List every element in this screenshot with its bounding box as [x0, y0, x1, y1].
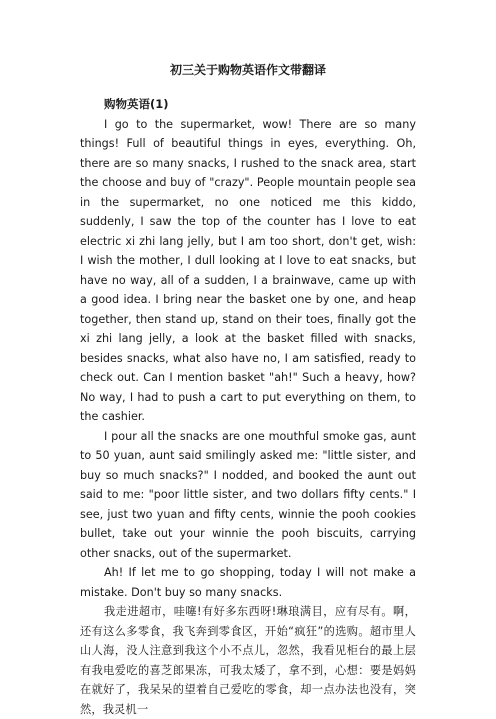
- section-heading: 购物英语(1): [104, 97, 169, 111]
- paragraph-3: Ah! If let me to go shopping, today I will not make a mistake. Don't buy so many snacks.: [80, 566, 416, 599]
- document-title: 初三关于购物英语作文带翻译: [169, 63, 326, 77]
- paragraph-4-chinese: 我走进超市，哇噻!有好多东西呀!琳琅满目，应有尽有。啊，还有这么多零食，我飞奔到零食区，开始“疯狂”的选购。超市里人山人海，没人注意到我这个小不点儿，忽然，我看见柜台的最上层有我电爱吃的喜芝郎果冻，可我太矮了，拿不到，心想：要是妈妈在就好了，我呆呆的望着自己爱吃的零食，却一点办法也没有，突然，我灵机一: [80, 605, 416, 716]
- paragraph-1: I go to the supermarket, wow! There are so many things! Full of beautiful things in eyes, everything. Oh, there are so many snacks, I rushed to the snack area, start the choose and buy of "crazy". People mountain people sea in the supermarket, no one noticed me this kiddo, suddenly, I saw the top of the counter has I love to eat electric xi zhi lang jelly, but I am too short, don't get, wish: I wish the mother, I dull looking at I love to eat snacks, but have no way, all of a sudden, I a brainwave, came up with a good idea. I bring near the basket one by one, and heap together, then stand up, stand on their toes, finally got the xi zhi lang jelly, a look at the basket filled with snacks, besides snacks, what also have no, I am satisfied, ready to check out. Can I mention basket "ah!" Such a heavy, how? No way, I had to push a cart to put everything on them, to the cashier.: [80, 117, 416, 423]
- paragraph-2: I pour all the snacks are one mouthful smoke gas, aunt to 50 yuan, aunt said smilingly asked me: "little sister, and buy so much snacks?" I nodded, and booked the aunt out said to me: "poor little sister, and two dollars fifty cents." I see, just two yuan and fifty cents, winnie the pooh cookies bullet, take out your winnie the pooh biscuits, carrying other snacks, out of the supermarket.: [80, 429, 416, 560]
